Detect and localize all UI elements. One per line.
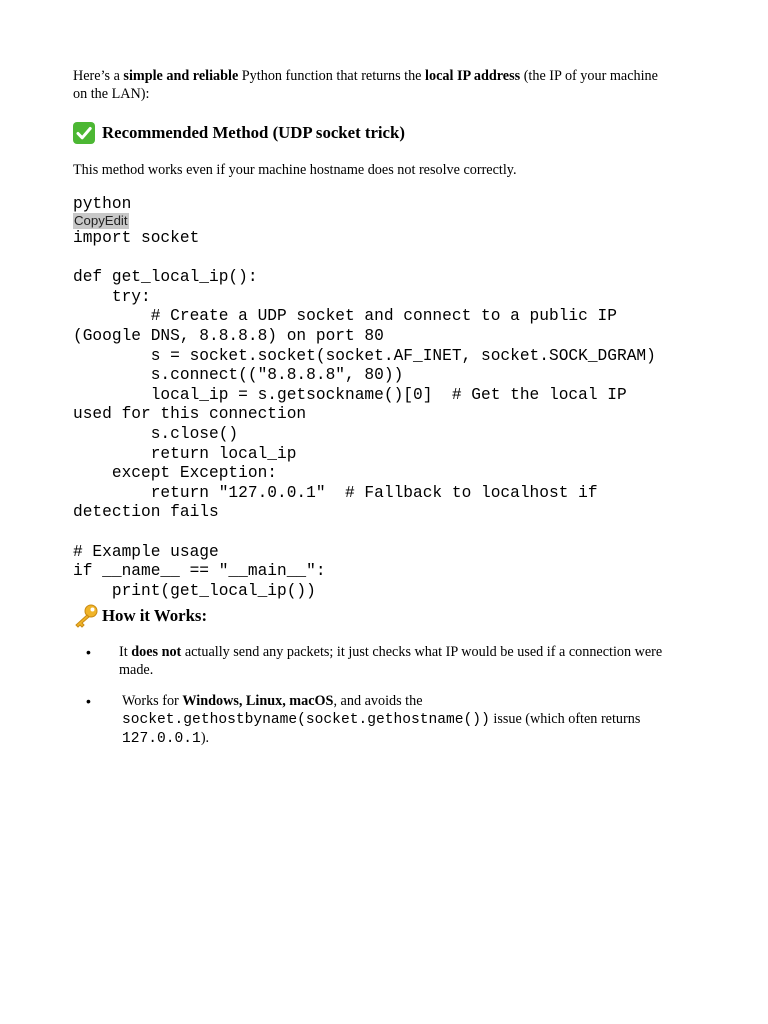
bullet-text-part: Works for: [122, 693, 183, 709]
bullet-text: [119, 643, 685, 679]
copy-code-button[interactable]: CopyEdit: [74, 213, 128, 228]
section-title-how-it-works: How it Works:: [102, 606, 208, 625]
green-checkmark-icon: [73, 122, 95, 144]
section-heading-how-it-works: [73, 603, 207, 629]
intro-paragraph: [73, 67, 673, 103]
intro-bold-1: simple and reliable: [123, 68, 239, 84]
bullet-marker: •: [86, 693, 91, 709]
method-note: This method works even if your machine hostname does not resolve correctly.: [73, 162, 517, 178]
section-title-recommended: Recommended Method (UDP socket trick): [102, 123, 405, 142]
bullet-text: [122, 692, 682, 748]
bullet-marker: •: [86, 644, 91, 660]
bullet-text-part: It: [119, 644, 132, 660]
bullet-text-part: actually send any packets; it just checks what IP would be used if a connection were made.: [119, 644, 663, 678]
bullet-text-part: , and avoids the: [333, 693, 423, 709]
section-heading-recommended: [73, 120, 405, 146]
intro-text-2: Python function that returns the: [238, 68, 426, 84]
intro-text-3: (the IP of your machine on the LAN):: [73, 68, 658, 102]
code-block: import socket def get_local_ip(): try: # Create a UDP socket and connect to a public IP (Google DNS, 8.8.8.8) on port 80 s = socket.socket(socket.AF_INET, socket.SOCK_DGRAM) s.connect(("8.8.8.8", 80)) local_ip = s.getsockname()[0] # Get the local IP used for this connection s.close() return local_ip except Exception: return "127.0.0.1" # Fallback to localhost if detection fails # Example usage if __name__ == "__main__": print(get_local_ip()): [73, 229, 656, 600]
inline-code: socket.gethostbyname(socket.gethostname()): [122, 712, 490, 728]
bullet-bold-text: does not: [131, 644, 182, 660]
bullet-bold-text: Windows, Linux, macOS: [182, 693, 334, 709]
intro-bold-2: local IP address: [425, 68, 521, 84]
key-icon: [73, 604, 99, 628]
bullet-text-part: ).: [200, 730, 210, 746]
intro-text-1: Here’s a: [73, 68, 124, 84]
bullet-text-part: issue (which often returns: [489, 711, 641, 727]
inline-code: 127.0.0.1: [122, 731, 201, 747]
code-language-label: python: [73, 195, 132, 213]
